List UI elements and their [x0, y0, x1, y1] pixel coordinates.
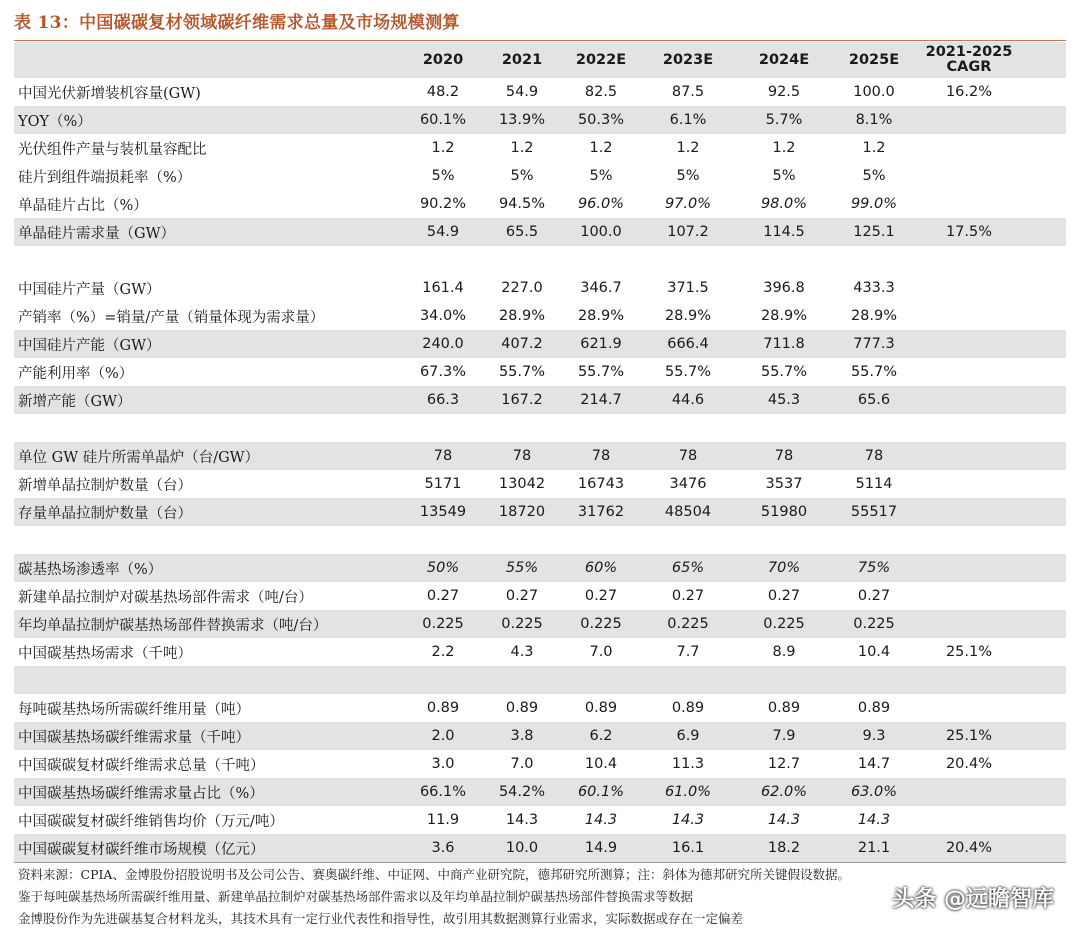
header-2022e: 2022E	[575, 52, 627, 68]
value-cell: 55.7%	[760, 364, 808, 380]
row-label	[14, 246, 404, 274]
value-cell: 7.0	[510, 756, 534, 772]
value-cell: 28.9%	[760, 308, 808, 324]
value-cell: 0.225	[580, 616, 622, 632]
value-cell: 14.3	[857, 812, 891, 828]
value-cell: 433.3	[853, 280, 895, 296]
value-cell: 114.5	[763, 224, 805, 240]
table-row	[14, 274, 1066, 302]
row-label: 中国碳碳复材碳纤维销售均价（万元/吨）	[18, 813, 284, 830]
value-cell: 92.5	[767, 84, 801, 100]
value-cell: 78	[512, 448, 532, 464]
row-label: 新增产能（GW）	[18, 393, 132, 410]
value-cell: 8.9	[772, 644, 796, 660]
value-cell: 66.3	[426, 392, 460, 408]
value-cell: 100.0	[580, 224, 622, 240]
cagr-cell: 16.2%	[945, 84, 993, 100]
value-cell: 54.9	[505, 84, 539, 100]
value-cell	[736, 246, 832, 274]
value-cell: 45.3	[767, 392, 801, 408]
value-cell: 55.7%	[577, 364, 625, 380]
cagr-cell	[916, 610, 1022, 638]
value-cell	[562, 526, 640, 554]
table-row	[14, 582, 1066, 610]
row-label: 新建单晶拉制炉对碳基热场部件需求（吨/台）	[18, 589, 313, 606]
table-row	[14, 358, 1066, 386]
value-cell: 14.3	[584, 812, 618, 828]
value-cell: 3.0	[431, 756, 455, 772]
value-cell: 0.89	[584, 700, 618, 716]
value-cell: 4.3	[510, 644, 534, 660]
spacer-row	[14, 414, 1066, 442]
value-cell	[562, 414, 640, 442]
value-cell	[736, 414, 832, 442]
value-cell: 13042	[498, 476, 546, 492]
row-label: YOY（%）	[18, 113, 92, 130]
table-row	[14, 106, 1066, 134]
value-cell	[832, 666, 916, 694]
value-cell: 346.7	[580, 280, 622, 296]
cagr-cell	[916, 694, 1022, 722]
cagr-cell	[916, 582, 1022, 610]
value-cell	[404, 666, 482, 694]
value-cell: 1.2	[862, 140, 886, 156]
value-cell: 48504	[664, 504, 712, 520]
table-row	[14, 498, 1066, 526]
row-label: 每吨碳基热场所需碳纤维用量（吨）	[18, 701, 250, 718]
table-row	[14, 834, 1066, 862]
value-cell: 67.3%	[419, 364, 467, 380]
header-cagr	[916, 42, 1022, 78]
value-cell: 0.27	[426, 588, 460, 604]
value-cell: 7.7	[676, 644, 700, 660]
value-cell: 0.27	[505, 588, 539, 604]
value-cell: 65.5	[505, 224, 539, 240]
value-cell	[640, 666, 736, 694]
cagr-cell	[916, 162, 1022, 190]
cagr-cell	[916, 470, 1022, 498]
footnote-note-1: 鉴于每吨碳基热场所需碳纤维用量、新建单晶拉制炉对碳基热场部件需求以及年均单晶拉制炉碳基热场部件替换需求等数据	[18, 889, 694, 904]
value-cell: 55517	[850, 504, 898, 520]
value-cell: 78	[864, 448, 884, 464]
table-title: 表 13：中国碳碳复材领域碳纤维需求总量及市场规模测算	[14, 13, 460, 33]
value-cell: 161.4	[422, 280, 464, 296]
value-cell: 87.5	[671, 84, 705, 100]
value-cell: 11.9	[426, 812, 460, 828]
row-label: 单晶硅片需求量（GW）	[18, 225, 175, 242]
value-cell: 50%	[426, 560, 460, 576]
value-cell: 0.89	[505, 700, 539, 716]
value-cell: 82.5	[584, 84, 618, 100]
value-cell: 94.5%	[498, 196, 546, 212]
value-cell: 1.2	[676, 140, 700, 156]
cagr-cell: 25.1%	[945, 644, 993, 660]
value-cell: 621.9	[580, 336, 622, 352]
table-row	[14, 470, 1066, 498]
row-label: 产能利用率（%）	[18, 365, 134, 382]
value-cell	[640, 246, 736, 274]
value-cell	[404, 246, 482, 274]
value-cell: 50.3%	[577, 112, 625, 128]
value-cell: 78	[774, 448, 794, 464]
row-label: 硅片到组件端损耗率（%）	[18, 169, 192, 186]
value-cell	[640, 526, 736, 554]
value-cell: 14.3	[767, 812, 801, 828]
value-cell: 5%	[772, 168, 796, 184]
cagr-cell	[916, 498, 1022, 526]
value-cell: 3476	[669, 476, 707, 492]
value-cell: 5%	[589, 168, 613, 184]
table-row	[14, 302, 1066, 330]
header-2023e: 2023E	[662, 52, 714, 68]
value-cell: 28.9%	[498, 308, 546, 324]
value-cell: 48.2	[426, 84, 460, 100]
table-row	[14, 190, 1066, 218]
row-label: 存量单晶拉制炉数量（台）	[18, 505, 192, 522]
value-cell	[832, 246, 916, 274]
cagr-cell	[916, 442, 1022, 470]
row-label	[14, 666, 404, 694]
value-cell	[736, 666, 832, 694]
table-row	[14, 722, 1066, 750]
table-row	[14, 610, 1066, 638]
value-cell: 11.3	[671, 756, 705, 772]
value-cell: 10.4	[584, 756, 618, 772]
cagr-cell	[916, 806, 1022, 834]
value-cell	[736, 526, 832, 554]
value-cell: 60%	[584, 560, 618, 576]
watermark: 头条 @远瞻智库	[892, 887, 1054, 912]
row-label: 中国碳基热场需求（千吨）	[18, 645, 192, 662]
table-row	[14, 638, 1066, 666]
value-cell: 78	[433, 448, 453, 464]
value-cell: 13.9%	[498, 112, 546, 128]
header-2021: 2021	[501, 52, 543, 68]
cagr-cell	[916, 330, 1022, 358]
value-cell: 5%	[431, 168, 455, 184]
table-bottom-rule	[14, 862, 1066, 863]
footnote-source: 资料来源：CPIA、金博股份招股说明书及公司公告、赛奥碳纤维、中证网、中商产业研究院，德邦研究所测算；注：斜体为德邦研究所关键假设数据。	[18, 867, 850, 882]
value-cell: 8.1%	[855, 112, 893, 128]
value-cell: 0.225	[501, 616, 543, 632]
value-cell: 51980	[760, 504, 808, 520]
cagr-cell: 17.5%	[945, 224, 993, 240]
title-divider	[14, 40, 1066, 41]
value-cell: 60.1%	[419, 112, 467, 128]
value-cell: 240.0	[422, 336, 464, 352]
value-cell: 3.8	[510, 728, 534, 744]
cagr-cell	[916, 526, 1022, 554]
value-cell: 6.1%	[669, 112, 707, 128]
cagr-cell	[916, 778, 1022, 806]
value-cell	[482, 666, 562, 694]
value-cell: 55.7%	[850, 364, 898, 380]
value-cell: 7.9	[772, 728, 796, 744]
row-label: 产销率（%）=销量/产量（销量体现为需求量）	[18, 309, 325, 326]
value-cell: 0.27	[857, 588, 891, 604]
table-row	[14, 442, 1066, 470]
value-cell: 60.1%	[577, 784, 625, 800]
spacer-row	[14, 526, 1066, 554]
table-row	[14, 806, 1066, 834]
header-2024e: 2024E	[758, 52, 810, 68]
value-cell: 54.9	[426, 224, 460, 240]
spacer-row	[14, 666, 1066, 694]
row-label: 新增单晶拉制炉数量（台）	[18, 477, 192, 494]
row-label: 碳基热场渗透率（%）	[18, 561, 163, 578]
value-cell: 55.7%	[498, 364, 546, 380]
value-cell: 90.2%	[419, 196, 467, 212]
value-cell: 0.225	[667, 616, 709, 632]
value-cell: 0.225	[853, 616, 895, 632]
value-cell: 3.6	[431, 840, 455, 856]
value-cell: 2.2	[431, 644, 455, 660]
value-cell: 0.89	[767, 700, 801, 716]
cagr-cell: 20.4%	[945, 840, 993, 856]
value-cell: 10.0	[505, 840, 539, 856]
value-cell: 65.6	[857, 392, 891, 408]
value-cell: 18720	[498, 504, 546, 520]
value-cell: 6.2	[589, 728, 613, 744]
value-cell	[482, 526, 562, 554]
value-cell: 711.8	[763, 336, 805, 352]
cagr-cell	[916, 358, 1022, 386]
value-cell: 6.9	[676, 728, 700, 744]
value-cell: 7.0	[589, 644, 613, 660]
value-cell: 2.0	[431, 728, 455, 744]
value-cell: 777.3	[853, 336, 895, 352]
table-row	[14, 750, 1066, 778]
value-cell: 12.7	[767, 756, 801, 772]
value-cell: 65%	[671, 560, 705, 576]
table-row	[14, 778, 1066, 806]
cagr-cell	[916, 666, 1022, 694]
value-cell: 0.27	[767, 588, 801, 604]
value-cell: 107.2	[667, 224, 709, 240]
table-header-row	[14, 42, 1066, 78]
value-cell: 98.0%	[760, 196, 808, 212]
cagr-cell	[916, 134, 1022, 162]
row-label: 单晶硅片占比（%）	[18, 197, 148, 214]
value-cell: 14.7	[857, 756, 891, 772]
value-cell	[640, 414, 736, 442]
value-cell	[404, 526, 482, 554]
value-cell: 70%	[767, 560, 801, 576]
value-cell: 5%	[676, 168, 700, 184]
cagr-cell: 25.1%	[945, 728, 993, 744]
value-cell: 34.0%	[419, 308, 467, 324]
value-cell: 1.2	[431, 140, 455, 156]
header-cagr-years: 2021-2025	[925, 44, 1013, 60]
value-cell: 5.7%	[765, 112, 803, 128]
value-cell: 100.0	[853, 84, 895, 100]
spacer-row	[14, 246, 1066, 274]
value-cell: 666.4	[667, 336, 709, 352]
header-cagr-label: CAGR	[946, 59, 992, 75]
value-cell	[832, 526, 916, 554]
cagr-cell	[916, 246, 1022, 274]
table-row	[14, 694, 1066, 722]
value-cell	[482, 246, 562, 274]
row-label: 中国碳碳复材碳纤维需求总量（千吨）	[18, 757, 265, 774]
footnote-note-2: 金博股份作为先进碳基复合材料龙头，其技术具有一定行业代表性和指导性，故引用其数据测算行业需求，实际数据或存在一定偏差	[18, 911, 744, 926]
cagr-cell: 20.4%	[945, 756, 993, 772]
row-label: 年均单晶拉制炉碳基热场部件替换需求（吨/台）	[18, 617, 328, 634]
row-label	[14, 526, 404, 554]
value-cell: 78	[591, 448, 611, 464]
value-cell: 54.2%	[498, 784, 546, 800]
value-cell: 0.89	[857, 700, 891, 716]
value-cell: 0.27	[584, 588, 618, 604]
value-cell: 5114	[855, 476, 893, 492]
value-cell: 28.9%	[850, 308, 898, 324]
value-cell: 99.0%	[850, 196, 898, 212]
cagr-cell	[916, 302, 1022, 330]
value-cell: 5171	[424, 476, 462, 492]
value-cell: 55.7%	[664, 364, 712, 380]
row-label: 中国硅片产能（GW）	[18, 337, 161, 354]
value-cell: 18.2	[767, 840, 801, 856]
table-row	[14, 134, 1066, 162]
row-label: 中国光伏新增装机容量(GW)	[18, 85, 201, 102]
cagr-cell	[916, 386, 1022, 414]
value-cell	[562, 246, 640, 274]
value-cell: 13549	[419, 504, 467, 520]
cagr-cell	[916, 190, 1022, 218]
table-row	[14, 554, 1066, 582]
row-label: 光伏组件产量与装机量容配比	[18, 141, 207, 158]
value-cell: 31762	[577, 504, 625, 520]
value-cell	[562, 666, 640, 694]
value-cell: 227.0	[501, 280, 543, 296]
value-cell: 97.0%	[664, 196, 712, 212]
table-row	[14, 78, 1066, 106]
value-cell: 0.89	[671, 700, 705, 716]
table-row	[14, 218, 1066, 246]
table-row	[14, 330, 1066, 358]
row-label: 单位 GW 硅片所需单晶炉（台/GW）	[18, 449, 260, 466]
header-2025e: 2025E	[848, 52, 900, 68]
value-cell: 16.1	[671, 840, 705, 856]
cagr-cell	[916, 274, 1022, 302]
value-cell	[482, 414, 562, 442]
row-label: 中国硅片产量（GW）	[18, 281, 161, 298]
value-cell: 0.27	[671, 588, 705, 604]
value-cell: 63.0%	[850, 784, 898, 800]
value-cell	[404, 414, 482, 442]
value-cell: 0.89	[426, 700, 460, 716]
value-cell: 62.0%	[760, 784, 808, 800]
value-cell: 14.3	[671, 812, 705, 828]
value-cell: 371.5	[667, 280, 709, 296]
value-cell: 96.0%	[577, 196, 625, 212]
value-cell: 0.225	[763, 616, 805, 632]
value-cell: 5%	[510, 168, 534, 184]
value-cell: 1.2	[589, 140, 613, 156]
header-label	[14, 42, 404, 78]
value-cell: 125.1	[853, 224, 895, 240]
cagr-cell	[916, 554, 1022, 582]
value-cell: 66.1%	[419, 784, 467, 800]
value-cell: 55%	[505, 560, 539, 576]
value-cell: 78	[678, 448, 698, 464]
header-2020: 2020	[422, 52, 464, 68]
row-label: 中国碳基热场碳纤维需求量占比（%）	[18, 785, 264, 802]
value-cell: 14.3	[505, 812, 539, 828]
value-cell: 5%	[862, 168, 886, 184]
value-cell: 28.9%	[577, 308, 625, 324]
value-cell: 214.7	[580, 392, 622, 408]
value-cell: 3537	[765, 476, 803, 492]
value-cell: 44.6	[671, 392, 705, 408]
table-row	[14, 386, 1066, 414]
value-cell: 9.3	[862, 728, 886, 744]
value-cell: 21.1	[857, 840, 891, 856]
row-label: 中国碳碳复材碳纤维市场规模（亿元）	[18, 841, 265, 858]
value-cell: 167.2	[501, 392, 543, 408]
value-cell: 1.2	[510, 140, 534, 156]
row-label: 中国碳基热场碳纤维需求量（千吨）	[18, 729, 250, 746]
table-row	[14, 162, 1066, 190]
value-cell: 396.8	[763, 280, 805, 296]
value-cell: 75%	[857, 560, 891, 576]
row-label	[14, 414, 404, 442]
value-cell: 1.2	[772, 140, 796, 156]
value-cell: 10.4	[857, 644, 891, 660]
cagr-cell	[916, 106, 1022, 134]
data-table	[14, 42, 1066, 862]
value-cell: 28.9%	[664, 308, 712, 324]
value-cell: 16743	[577, 476, 625, 492]
value-cell: 14.9	[584, 840, 618, 856]
value-cell: 61.0%	[664, 784, 712, 800]
value-cell: 0.225	[422, 616, 464, 632]
value-cell: 407.2	[501, 336, 543, 352]
value-cell	[832, 414, 916, 442]
cagr-cell	[916, 414, 1022, 442]
